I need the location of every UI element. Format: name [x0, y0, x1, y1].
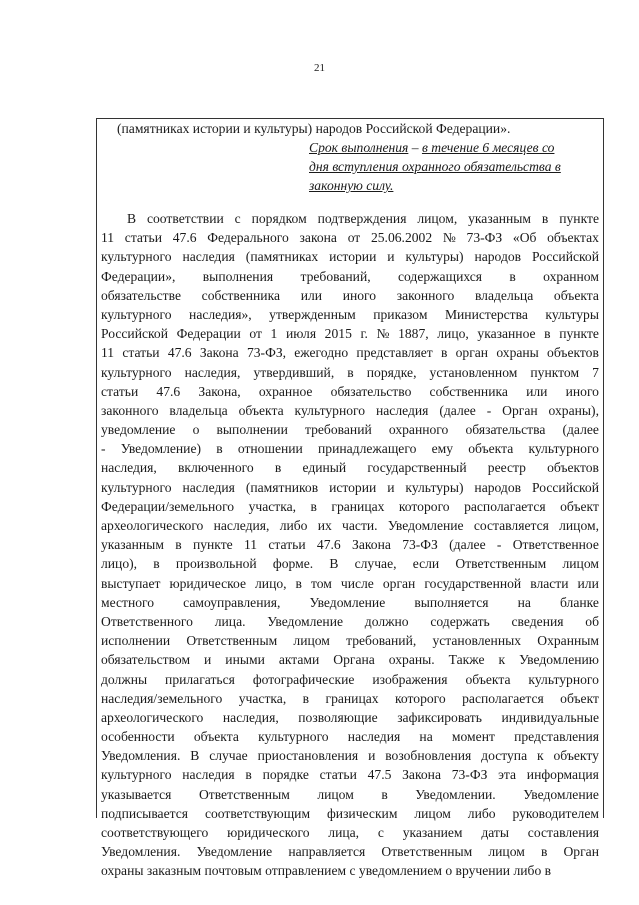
body-line: Федерации», выполнения требований, содержащихся в охранном — [101, 268, 599, 284]
body-line: культурного наследия, утвердивший, в порядке, установленном пунктом 7 — [101, 364, 599, 380]
body-line: соответствующего юридического лица, с указанием даты составления — [101, 825, 599, 840]
body-line: В соответствии с порядком подтверждения лицом, указанным в пункте — [127, 211, 599, 226]
deadline-line-1 — [309, 138, 589, 157]
body-line: должны прилагаться фотографические изображения объекта культурного — [101, 671, 599, 687]
deadline-value-line: законную силу. — [309, 178, 394, 193]
body-line: 11 статьи 47.6 Федерального закона от 25.06.2002 № 73-ФЗ «Об объектах — [101, 230, 599, 246]
body-line: статьи 47.6 Закона, охранное обязательство собственника или иного — [101, 383, 599, 399]
body-line: наследия/земельного участка, в границах которого располагается объект — [101, 690, 599, 706]
deadline-value-line: в течение 6 месяцев со — [421, 140, 555, 155]
body-line: обязательством и иными актами Органа охраны. Также к Уведомлению — [101, 652, 599, 668]
body-line: археологического наследия, либо их части. Уведомление составляется лицом, — [101, 518, 599, 533]
body-line: культурного наследия», утвержденным приказом Министерства культуры — [101, 306, 599, 322]
body-line: культурного наследия (памятниках истории и культуры) народов Российской — [101, 249, 599, 265]
body-line: местного самоуправления, Уведомление выполняется на бланке — [101, 594, 599, 610]
body-line: указанным в пункте 11 статьи 47.6 Закона 73-ФЗ (далее - Ответственное — [101, 537, 599, 553]
body-line: 11 статьи 47.6 Закона 73-ФЗ, ежегодно представляет в орган охраны объектов — [101, 345, 599, 361]
deadline-dash: – — [408, 140, 422, 155]
body-line: Уведомления. В случае приостановления и возобновления доступа к объекту — [101, 748, 599, 764]
body-line: охраны заказным почтовым отправлением с уведомлением о вручении либо в — [101, 863, 552, 879]
body-line: культурного наследия в порядке статьи 47.5 Закона 73-ФЗ эта информация — [101, 767, 599, 783]
body-line: особенности объекта культурного наследия на момент представления — [101, 729, 599, 745]
body-line: исполнении Ответственным лицом требований, установленных Охранным — [101, 633, 599, 649]
body-line: лицо), в произвольной форме. В случае, если Ответственным лицом — [101, 556, 599, 572]
body-line: обязательстве собственника или иного законного владельца объекта — [101, 287, 599, 303]
body-line: Российской Федерации от 1 июля 2015 г. № 1887, лицо, указанное в пункте — [101, 326, 599, 342]
body-line: Федерации/земельного участка, в границах которого располагается объект — [101, 498, 599, 514]
body-line: указывается Ответственным лицом в Уведомлении. Уведомление — [101, 786, 599, 802]
body-paragraph — [97, 209, 603, 881]
deadline-value-line: дня вступления охранного обязательства в — [309, 159, 561, 174]
body-line: законного владельца объекта культурного наследия (далее - Орган охраны), — [101, 402, 599, 418]
body-line: Уведомления. Уведомление направляется Ответственным лицом в Орган — [101, 844, 599, 860]
page-number: 21 — [314, 62, 325, 74]
table-cell-frame — [96, 118, 604, 879]
deadline-label: Срок выполнения — [309, 140, 409, 155]
body-line: - Уведомление) в отношении принадлежащего ему объекта культурного — [101, 441, 599, 457]
body-line: наследия, включенного в единый государственный реестр объектов — [101, 460, 599, 476]
deadline-block — [309, 138, 589, 195]
body-line: археологического наследия, позволяющие зафиксировать индивидуальные — [101, 709, 599, 725]
body-line: уведомление о выполнении требований охранного обязательства (далее — [101, 422, 599, 438]
body-line: Ответственного лица. Уведомление должно содержать сведения об — [101, 613, 599, 629]
body-line: выступает юридическое лицо, в том числе орган государственной власти или — [101, 575, 599, 591]
body-line: культурного наследия (памятников истории и культуры) народов Российской — [101, 479, 599, 495]
intro-text: (памятниках истории и культуры) народов Российской Федерации». — [117, 121, 511, 136]
body-line: подписывается соответствующим физическим лицом либо руководителем — [101, 805, 599, 821]
